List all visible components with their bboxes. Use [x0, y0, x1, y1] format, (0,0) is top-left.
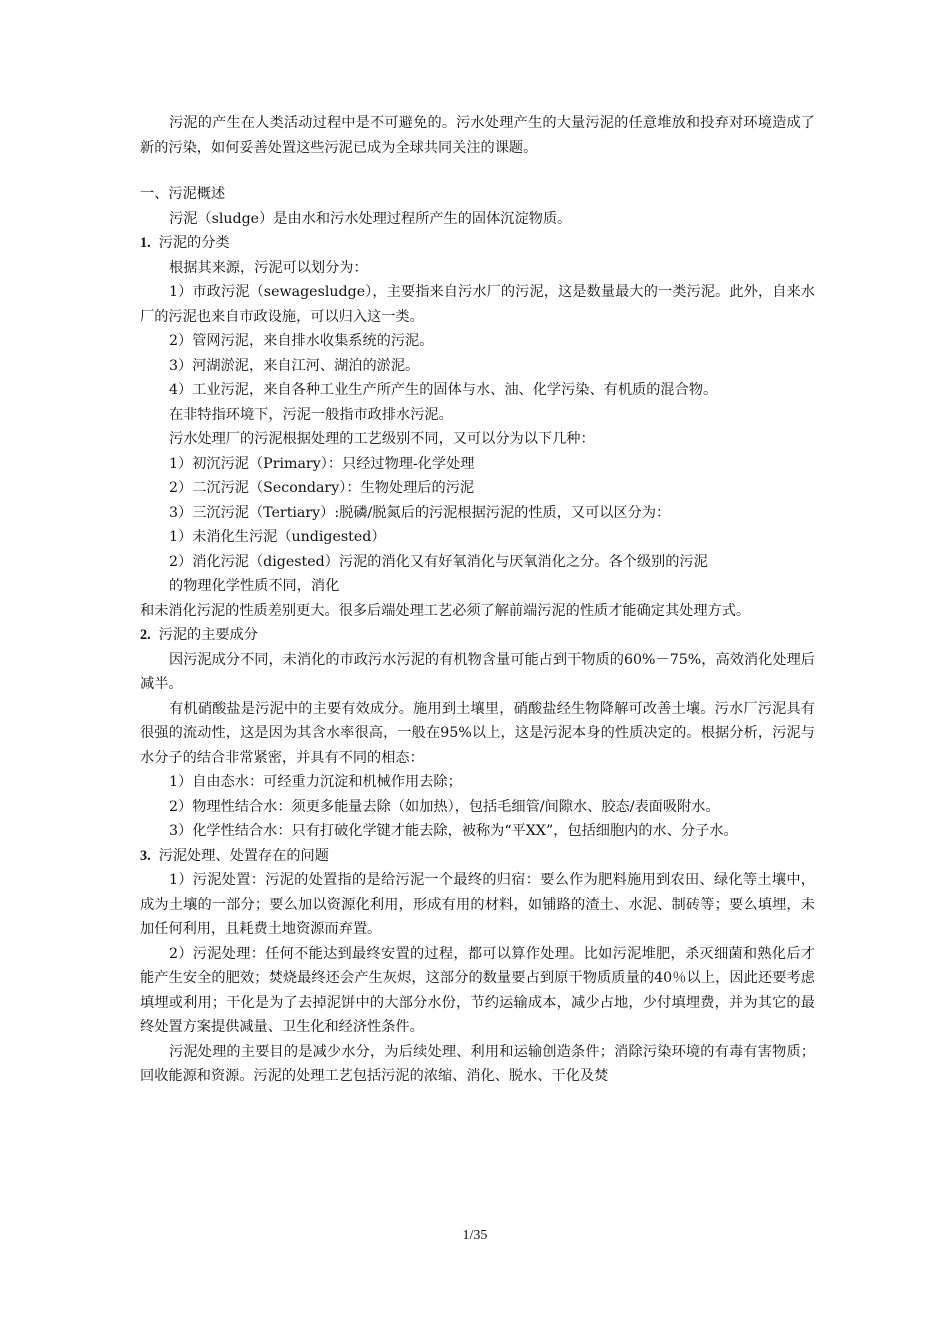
paragraph: 的物理化学性质不同，消化 [169, 578, 340, 594]
paragraph: 污泥处理的主要目的是减少水分，为后续处理、利用和运输创造条件；消除污染环境的有毒有害物质；回收能源和资源。污泥的处理工艺包括污泥的浓缩、消化、脱水、干化及焚 [140, 1043, 815, 1084]
paragraph: 2）管网污泥，来自排水收集系统的污泥。 [169, 333, 434, 349]
section-heading: 一、污泥概述 [140, 186, 226, 202]
paragraph: 污水处理厂的污泥根据处理的工艺级别不同，又可以分为以下几种： [169, 431, 595, 447]
paragraph: 有机硝酸盐是污泥中的主要有效成分。施用到土壤里，硝酸盐经生物降解可改善土壤。污水厂污泥具有很强的流动性，这是因为其含水率很高，一般在95%以上，这是污泥本身的性质决定的。根据分析，污泥与水分子的结合非常紧密，并具有不同的相态： [140, 700, 815, 766]
paragraph: 3）三沉污泥（Tertiary）:脱磷/脱氮后的污泥根据污泥的性质，又可以区分为： [169, 504, 671, 521]
subsection-number: 2. [140, 627, 151, 643]
paragraph: 4）工业污泥，来自各种工业生产所产生的固体与水、油、化学污染、有机质的混合物。 [169, 382, 718, 398]
spacer [140, 160, 815, 182]
subsection-heading [140, 623, 815, 648]
subsection-title: 污泥处理、处置存在的问题 [158, 847, 329, 864]
paragraph: 根据其来源，污泥可以划分为： [169, 259, 368, 276]
paragraph: 因污泥成分不同，未消化的市政污水污泥的有机物含量可能占到干物质的60%－75%，高效消化处理后减半。 [140, 651, 815, 692]
subsection-number: 1. [140, 235, 151, 251]
paragraph: 和未消化污泥的性质差别更大。很多后端处理工艺必须了解前端污泥的性质才能确定其处理方式。 [140, 602, 751, 619]
paragraph: 在非特指环境下，污泥一般指市政排水污泥。 [169, 406, 453, 423]
paragraph: 1）初沉污泥（Primary）：只经过物理-化学处理 [169, 455, 475, 472]
paragraph: 1）未消化生污泥（undigested） [169, 529, 386, 545]
paragraph: 2）污泥处理：任何不能达到最终安置的过程，都可以算作处理。比如污泥堆肥，杀灭细菌和熟化后才能产生安全的肥效；焚烧最终还会产生灰烬，这部分的数量要占到原干物质质量的40％以上，因此还要考虑填埋或利用；干化是为了去掉泥饼中的大部分水份，节约运输成本，减少占地，少付填埋费，并为其它的最终处置方案提供减量、卫生化和经济性条件。 [140, 945, 815, 1035]
paragraph: 1）自由态水：可经重力沉淀和机械作用去除； [169, 774, 462, 790]
subsection-number: 3. [140, 847, 151, 864]
paragraph: 2）二沉污泥（Secondary）：生物处理后的污泥 [169, 480, 475, 496]
page-number: 1/35 [462, 1228, 488, 1243]
paragraph: 1）市政污泥（sewagesludge），主要指来自污水厂的污泥，这是数量最大的一类污泥。此外，自来水厂的污泥也来自市政设施，可以归入这一类。 [140, 284, 815, 325]
paragraph: 2）消化污泥（digested）污泥的消化又有好氧消化与厌氧消化之分。各个级别的污泥 [169, 553, 708, 570]
paragraph: 3）化学性结合水：只有打破化学键才能去除，被称为“平XX”，包括细胞内的水、分子水。 [169, 823, 738, 839]
subsection-heading [140, 844, 815, 869]
subsection-title: 污泥的主要成分 [158, 627, 258, 643]
paragraph: 2）物理性结合水：须更多能量去除（如加热），包括毛细管/间隙水、胶态/表面吸附水。 [169, 798, 720, 815]
document-body [140, 111, 815, 1089]
intro-paragraph: 污泥的产生在人类活动过程中是不可避免的。污水处理产生的大量污泥的任意堆放和投弃对环境造成了新的污染，如何妥善处置这些污泥已成为全球共同关注的课题。 [140, 115, 815, 156]
subsection-title: 污泥的分类 [158, 235, 230, 251]
paragraph: 1）污泥处置：污泥的处置指的是给污泥一个最终的归宿：要么作为肥料施用到农田、绿化等土壤中，成为土壤的一部分；要么加以资源化利用，形成有用的材料，如铺路的渣土、水泥、制砖等；要么填埋，未加任何利用，且耗费土地资源而弃置。 [140, 872, 815, 937]
definition-paragraph: 污泥（sludge）是由水和污水处理过程所产生的固体沉淀物质。 [169, 210, 572, 227]
paragraph: 3）河湖淤泥，来自江河、湖泊的淤泥。 [169, 357, 420, 374]
subsection-heading [140, 231, 815, 256]
